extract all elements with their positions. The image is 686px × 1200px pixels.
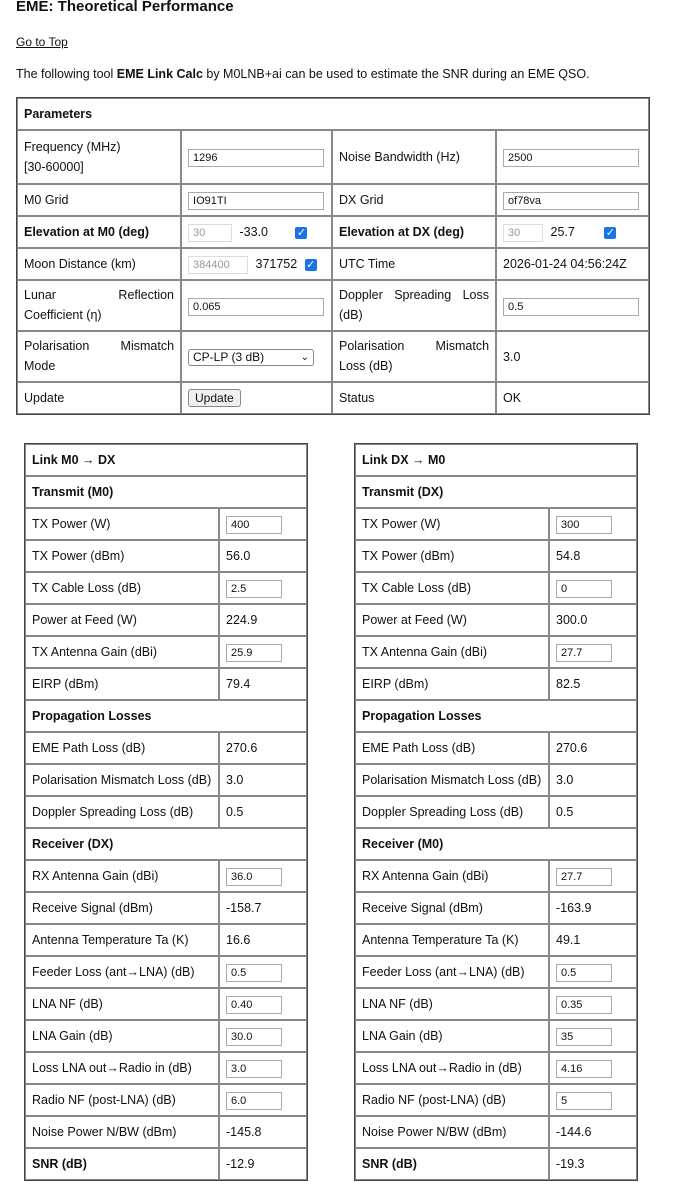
row-value: 300.0 bbox=[549, 604, 637, 636]
table-row bbox=[355, 604, 637, 636]
row-label: TX Power (W) bbox=[355, 508, 549, 540]
row-label: LNA NF (dB) bbox=[355, 988, 549, 1020]
lunar-reflection-input[interactable] bbox=[188, 298, 324, 316]
go-to-top-link[interactable]: Go to Top bbox=[16, 35, 68, 49]
row-value: 270.6 bbox=[219, 732, 307, 764]
dx-grid-label: DX Grid bbox=[332, 184, 496, 216]
frequency-label bbox=[17, 130, 181, 184]
row-value: -158.7 bbox=[219, 892, 307, 924]
row-value: 3.0 bbox=[549, 764, 637, 796]
elevation-dx-input[interactable] bbox=[503, 224, 543, 242]
row-input[interactable] bbox=[226, 996, 282, 1014]
status-label: Status bbox=[332, 382, 496, 414]
row-input[interactable] bbox=[226, 1060, 282, 1078]
table-row bbox=[25, 956, 307, 988]
row-input[interactable] bbox=[556, 964, 612, 982]
table-row bbox=[25, 508, 307, 540]
table-row bbox=[355, 636, 637, 668]
link-title: Link DX → M0 bbox=[355, 444, 637, 476]
row-value: 0.5 bbox=[219, 796, 307, 828]
table-row bbox=[355, 924, 637, 956]
row-label: Polarisation Mismatch Loss (dB) bbox=[25, 764, 219, 796]
table-row bbox=[25, 1084, 307, 1116]
row-label: LNA Gain (dB) bbox=[25, 1020, 219, 1052]
table-row bbox=[25, 732, 307, 764]
table-row bbox=[25, 540, 307, 572]
row-label: TX Power (dBm) bbox=[25, 540, 219, 572]
row-label: EME Path Loss (dB) bbox=[25, 732, 219, 764]
row-label: SNR (dB) bbox=[25, 1148, 219, 1180]
row-label: EIRP (dBm) bbox=[355, 668, 549, 700]
row-value: -145.8 bbox=[219, 1116, 307, 1148]
row-label: RX Antenna Gain (dBi) bbox=[355, 860, 549, 892]
row-label: Feeder Loss (ant→LNA) (dB) bbox=[25, 956, 219, 988]
intro-before: The following tool bbox=[16, 67, 117, 81]
row-input[interactable] bbox=[556, 516, 612, 534]
row-label: TX Power (dBm) bbox=[355, 540, 549, 572]
row-value: -163.9 bbox=[549, 892, 637, 924]
elevation-m0-label: Elevation at M0 (deg) bbox=[17, 216, 181, 248]
row-input[interactable] bbox=[226, 516, 282, 534]
row-value: 49.1 bbox=[549, 924, 637, 956]
table-row bbox=[355, 1052, 637, 1084]
section-header: Propagation Losses bbox=[355, 700, 637, 732]
row-value: 0.5 bbox=[549, 796, 637, 828]
table-row bbox=[25, 1020, 307, 1052]
section-header: Transmit (M0) bbox=[25, 476, 307, 508]
elevation-dx-value: 25.7 bbox=[550, 225, 575, 239]
row-input[interactable] bbox=[556, 580, 612, 598]
row-input[interactable] bbox=[226, 964, 282, 982]
row-label: SNR (dB) bbox=[355, 1148, 549, 1180]
row-label: TX Antenna Gain (dBi) bbox=[355, 636, 549, 668]
row-value: 16.6 bbox=[219, 924, 307, 956]
m0-grid-input[interactable] bbox=[188, 192, 324, 210]
row-input[interactable] bbox=[556, 1028, 612, 1046]
table-row bbox=[25, 1148, 307, 1180]
table-row bbox=[355, 1116, 637, 1148]
table-row bbox=[355, 572, 637, 604]
link-title: Link M0 → DX bbox=[25, 444, 307, 476]
elevation-m0-checkbox[interactable]: ✓ bbox=[296, 226, 307, 239]
table-row bbox=[355, 764, 637, 796]
link-dx-m0-table bbox=[354, 443, 638, 1181]
section-header: Receiver (DX) bbox=[25, 828, 307, 860]
row-input[interactable] bbox=[556, 644, 612, 662]
noise-bandwidth-label: Noise Bandwidth (Hz) bbox=[332, 130, 496, 184]
row-value: -12.9 bbox=[219, 1148, 307, 1180]
table-row bbox=[25, 892, 307, 924]
table-row bbox=[25, 988, 307, 1020]
table-row bbox=[355, 732, 637, 764]
parameters-header: Parameters bbox=[17, 98, 649, 130]
table-row bbox=[25, 796, 307, 828]
row-label: LNA NF (dB) bbox=[25, 988, 219, 1020]
chevron-down-icon: ⌄ bbox=[300, 351, 310, 363]
row-label: Noise Power N/BW (dBm) bbox=[355, 1116, 549, 1148]
row-value: 270.6 bbox=[549, 732, 637, 764]
row-label: Loss LNA out→Radio in (dB) bbox=[355, 1052, 549, 1084]
table-row bbox=[25, 860, 307, 892]
lunar-reflection-label: Lunar Reflection Coefficient (η) bbox=[17, 280, 181, 331]
row-label: LNA Gain (dB) bbox=[355, 1020, 549, 1052]
table-row bbox=[355, 956, 637, 988]
row-label: EME Path Loss (dB) bbox=[355, 732, 549, 764]
row-label: Radio NF (post-LNA) (dB) bbox=[355, 1084, 549, 1116]
row-input[interactable] bbox=[226, 580, 282, 598]
link-m0-dx-table bbox=[24, 443, 308, 1181]
moon-distance-label: Moon Distance (km) bbox=[17, 248, 181, 280]
row-value: 56.0 bbox=[219, 540, 307, 572]
table-row bbox=[25, 668, 307, 700]
row-value: -144.6 bbox=[549, 1116, 637, 1148]
moon-distance-checkbox[interactable]: ✓ bbox=[306, 258, 316, 271]
table-row bbox=[25, 1116, 307, 1148]
elevation-dx-label: Elevation at DX (deg) bbox=[332, 216, 496, 248]
moon-distance-input[interactable] bbox=[188, 256, 248, 274]
row-label: TX Cable Loss (dB) bbox=[355, 572, 549, 604]
page-title: EME: Theoretical Performance bbox=[16, 0, 234, 15]
row-label: Antenna Temperature Ta (K) bbox=[25, 924, 219, 956]
row-input[interactable] bbox=[556, 1092, 612, 1110]
section-header: Propagation Losses bbox=[25, 700, 307, 732]
row-label: EIRP (dBm) bbox=[25, 668, 219, 700]
row-input[interactable] bbox=[556, 996, 612, 1014]
row-input[interactable] bbox=[226, 1028, 282, 1046]
row-label: Power at Feed (W) bbox=[355, 604, 549, 636]
row-label: TX Power (W) bbox=[25, 508, 219, 540]
table-row bbox=[355, 860, 637, 892]
frequency-label-line1: Frequency (MHz) bbox=[24, 140, 121, 154]
intro-after: by M0LNB+ai can be used to estimate the SNR during an EME QSO. bbox=[202, 67, 590, 81]
frequency-input[interactable] bbox=[188, 149, 324, 167]
polarisation-mode-select[interactable] bbox=[188, 349, 314, 366]
polarisation-loss-label: Polarisation Mismatch Loss (dB) bbox=[332, 331, 496, 382]
table-row bbox=[355, 988, 637, 1020]
doppler-spreading-label: Doppler Spreading Loss (dB) bbox=[332, 280, 496, 331]
row-label: Polarisation Mismatch Loss (dB) bbox=[355, 764, 549, 796]
table-row bbox=[355, 508, 637, 540]
row-value: 224.9 bbox=[219, 604, 307, 636]
parameters-table bbox=[16, 97, 650, 415]
section-header: Transmit (DX) bbox=[355, 476, 637, 508]
doppler-spreading-input[interactable] bbox=[503, 298, 639, 316]
moon-distance-value: 371752 bbox=[255, 257, 298, 271]
row-label: TX Cable Loss (dB) bbox=[25, 572, 219, 604]
table-row bbox=[355, 668, 637, 700]
row-label: RX Antenna Gain (dBi) bbox=[25, 860, 219, 892]
table-row bbox=[355, 1148, 637, 1180]
row-value: 82.5 bbox=[549, 668, 637, 700]
elevation-m0-input[interactable] bbox=[188, 224, 232, 242]
table-row bbox=[25, 604, 307, 636]
dx-grid-input[interactable] bbox=[503, 192, 639, 210]
row-label: Feeder Loss (ant→LNA) (dB) bbox=[355, 956, 549, 988]
intro-tool-name: EME Link Calc bbox=[116, 67, 203, 81]
row-label: Noise Power N/BW (dBm) bbox=[25, 1116, 219, 1148]
row-label: Doppler Spreading Loss (dB) bbox=[355, 796, 549, 828]
utc-time-value: 2026-01-24 04:56:24Z bbox=[496, 248, 649, 280]
update-button[interactable]: Update bbox=[188, 389, 241, 407]
table-row bbox=[25, 1052, 307, 1084]
row-label: TX Antenna Gain (dBi) bbox=[25, 636, 219, 668]
frequency-label-line2: [30-60000] bbox=[24, 160, 84, 174]
row-label: Receive Signal (dBm) bbox=[355, 892, 549, 924]
elevation-dx-checkbox[interactable]: ✓ bbox=[605, 226, 615, 239]
noise-bandwidth-input[interactable] bbox=[503, 149, 639, 167]
table-row bbox=[355, 540, 637, 572]
row-label: Doppler Spreading Loss (dB) bbox=[25, 796, 219, 828]
polarisation-mode-selected: CP-LP (3 dB) bbox=[193, 349, 265, 364]
update-label: Update bbox=[17, 382, 181, 414]
status-value: OK bbox=[496, 382, 649, 414]
table-row bbox=[355, 796, 637, 828]
row-input[interactable] bbox=[556, 868, 612, 886]
row-label: Radio NF (post-LNA) (dB) bbox=[25, 1084, 219, 1116]
table-row bbox=[25, 924, 307, 956]
row-value: 79.4 bbox=[219, 668, 307, 700]
row-input[interactable] bbox=[556, 1060, 612, 1078]
polarisation-mode-label: Polarisation Mismatch Mode bbox=[17, 331, 181, 382]
row-input[interactable] bbox=[226, 868, 282, 886]
row-label: Loss LNA out→Radio in (dB) bbox=[25, 1052, 219, 1084]
row-value: 3.0 bbox=[219, 764, 307, 796]
table-row bbox=[355, 1020, 637, 1052]
elevation-m0-value: -33.0 bbox=[239, 225, 268, 239]
row-label: Power at Feed (W) bbox=[25, 604, 219, 636]
table-row bbox=[25, 636, 307, 668]
table-row bbox=[355, 892, 637, 924]
m0-grid-label: M0 Grid bbox=[17, 184, 181, 216]
utc-time-label: UTC Time bbox=[332, 248, 496, 280]
row-label: Antenna Temperature Ta (K) bbox=[355, 924, 549, 956]
table-row bbox=[25, 572, 307, 604]
table-row bbox=[355, 1084, 637, 1116]
row-label: Receive Signal (dBm) bbox=[25, 892, 219, 924]
row-value: 54.8 bbox=[549, 540, 637, 572]
table-row bbox=[25, 764, 307, 796]
row-value: -19.3 bbox=[549, 1148, 637, 1180]
intro-text bbox=[16, 67, 590, 81]
row-input[interactable] bbox=[226, 644, 282, 662]
section-header: Receiver (M0) bbox=[355, 828, 637, 860]
polarisation-loss-value: 3.0 bbox=[496, 331, 649, 382]
row-input[interactable] bbox=[226, 1092, 282, 1110]
